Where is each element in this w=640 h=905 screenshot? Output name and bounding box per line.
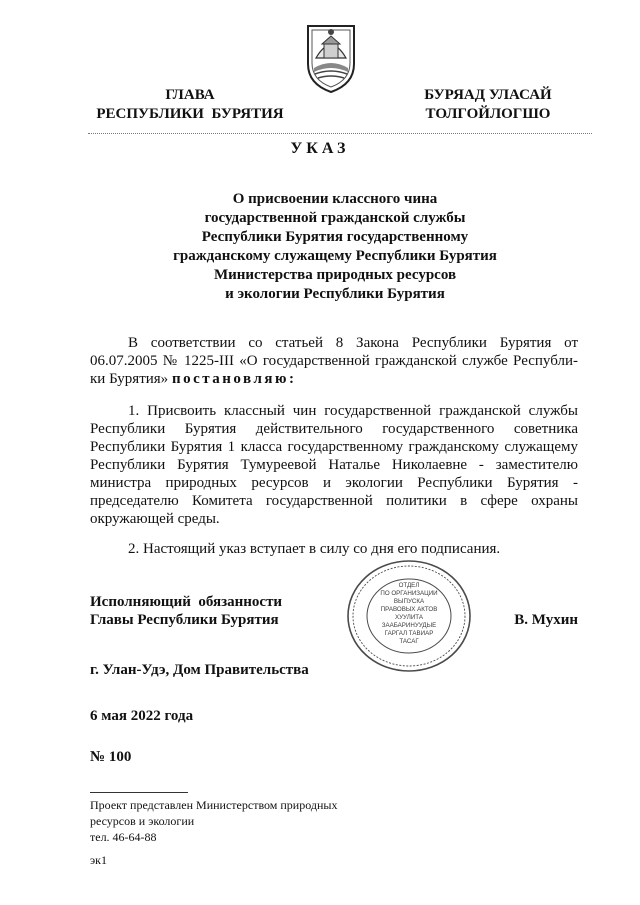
header-left-line1: ГЛАВА (165, 87, 215, 103)
decree-word: постановляю: (171, 371, 297, 387)
item-2-text: 2. Настоящий указ вступает в силу со дня его подписания. (128, 541, 501, 557)
item-last-line: окружающей среды. (90, 511, 220, 527)
footer-line: Проект представлен Министерством природных (90, 798, 338, 812)
stamp-line: ХУУЛИТА (395, 614, 423, 621)
item-line: Республики Бурятия действительного государственного советника (90, 421, 578, 437)
stamp-line: ГАРГАЛ ТАВИАР (384, 630, 434, 637)
stamp-line: ЗААБАРИНУУДЫЕ (381, 622, 437, 629)
signer-position-line2: Главы Республики Бурятия (90, 612, 279, 628)
signer-name: В. Мухин (514, 612, 578, 628)
official-stamp (344, 557, 474, 675)
stamp-line: ТАСАГ (399, 638, 419, 645)
header-right-line1: БУРЯАД УЛАСАЙ (424, 87, 552, 103)
footer-code: эк1 (90, 853, 107, 867)
item-line: Республики Бурятия 1 класса государственному гражданскому служащему (90, 439, 578, 455)
signer-position-line1: Исполняющий обязанности (90, 594, 283, 610)
header-divider (88, 133, 592, 134)
item-line: Республики Бурятия Тумуреевой Наталье Николаевне - заместителю (90, 457, 578, 473)
footer-line: ресурсов и экологии (90, 814, 195, 828)
republic-emblem-icon (302, 18, 360, 94)
item-line: министра природных ресурсов и экологии Республики Бурятия - (90, 475, 578, 491)
preamble (90, 334, 578, 388)
place: г. Улан-Удэ, Дом Правительства (90, 662, 309, 678)
preamble-last-line (90, 370, 578, 388)
subject-line: О присвоении классного чина (232, 191, 438, 207)
item-line: 1. Присвоить классный чин государственной гражданской службы (128, 403, 578, 419)
subject-line: Республики Бурятия государственному (201, 229, 469, 245)
subject-line: и экологии Республики Бурятия (225, 286, 445, 302)
item-1 (90, 402, 578, 528)
subject-line: Министерства природных ресурсов (213, 267, 457, 283)
footer-divider (90, 792, 188, 793)
header-left-line2: РЕСПУБЛИКИ БУРЯТИЯ (96, 106, 284, 122)
stamp-line: ОТДЕЛ (398, 582, 420, 589)
signer-position (90, 593, 282, 629)
item-2 (90, 540, 578, 558)
header-right-line2: ТОЛГОЙЛОГШО (425, 106, 551, 122)
stamp-line: ПО ОРГАНИЗАЦИИ (380, 590, 438, 597)
preamble-line: 06.07.2005 № 1225-III «О государственной гражданской службе Республи- (90, 353, 578, 369)
footer-phone: тел. 46-64-88 (90, 830, 157, 844)
subject-line: гражданскому служащему Республики Бурятия (173, 248, 497, 264)
preamble-line: В соответствии со статьей 8 Закона Республики Бурятия от (128, 335, 578, 351)
stamp-line: ПРАВОВЫХ АКТОВ (380, 606, 438, 613)
preamble-text: ки Бурятия» (90, 371, 169, 387)
item-line: председателю Комитета государственной политики в сфере охраны (90, 493, 578, 509)
document-number: № 100 (90, 749, 132, 765)
stamp-line: ВЫПУСКА (393, 598, 425, 605)
document-date: 6 мая 2022 года (90, 708, 194, 724)
footer-note (90, 797, 337, 845)
header-right (378, 86, 598, 124)
subject-line: государственной гражданской службы (204, 210, 466, 226)
document-title: УКАЗ (290, 140, 350, 157)
document-subject (110, 190, 560, 304)
header-left (80, 86, 300, 124)
